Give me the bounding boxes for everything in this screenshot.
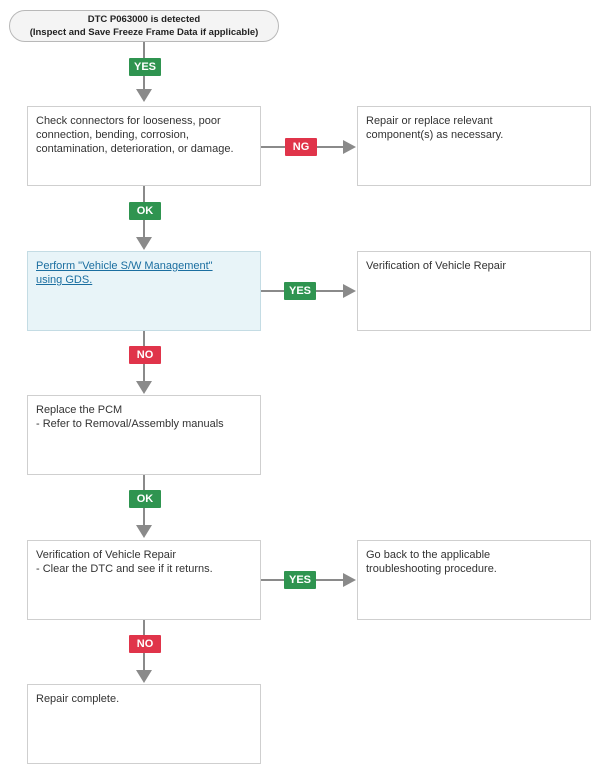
start-node — [9, 10, 279, 42]
check-connectors-line-3: contamination, deterioration, or damage. — [36, 143, 234, 155]
step-repair-complete — [27, 684, 261, 764]
ok-label-1: OK — [129, 202, 161, 220]
arrowhead-check-to-repair — [343, 140, 356, 154]
arrowhead-start-to-check — [136, 89, 152, 102]
check-connectors-line-1: Check connectors for looseness, poor — [36, 115, 221, 127]
arrowhead-sw-to-pcm — [136, 381, 152, 394]
arrowhead-verification-to-goback — [343, 573, 356, 587]
verification-1-line-1: Verification of Vehicle Repair — [366, 260, 507, 272]
start-subtitle: (Inspect and Save Freeze Frame Data if applicable) — [29, 27, 259, 38]
no-label-2: NO — [129, 635, 161, 653]
go-back-line-1: Go back to the applicable — [366, 549, 491, 561]
ok-label-2: OK — [129, 490, 161, 508]
verification-2-line-1: Verification of Vehicle Repair — [36, 549, 177, 561]
start-title: DTC P063000 is detected — [87, 14, 201, 25]
arrowhead-pcm-to-verification — [136, 525, 152, 538]
verification-2-line-2: - Clear the DTC and see if it returns. — [36, 563, 213, 575]
repair-replace-line-1: Repair or replace relevant — [366, 115, 493, 127]
arrowhead-check-to-sw — [136, 237, 152, 250]
repair-replace-line-2: component(s) as necessary. — [366, 129, 504, 141]
perform-sw-link-line-2[interactable]: using GDS. — [36, 274, 93, 286]
arrowhead-verification-to-complete — [136, 670, 152, 683]
arrowhead-sw-to-verification — [343, 284, 356, 298]
replace-pcm-line-1: Replace the PCM — [36, 404, 123, 416]
replace-pcm-line-2: - Refer to Removal/Assembly manuals — [36, 418, 224, 430]
step-repair-replace — [357, 106, 591, 186]
step-go-back — [357, 540, 591, 620]
step-verification-repair-2 — [27, 540, 261, 620]
ng-label-1: NG — [285, 138, 317, 156]
go-back-line-2: troubleshooting procedure. — [366, 563, 497, 575]
step-verification-repair-1 — [357, 251, 591, 331]
yes-label-3: YES — [284, 571, 316, 589]
step-replace-pcm — [27, 395, 261, 475]
step-check-connectors — [27, 106, 261, 186]
perform-sw-link-line-1[interactable]: Perform "Vehicle S/W Management" — [36, 260, 213, 272]
check-connectors-line-2: connection, bending, corrosion, — [36, 129, 189, 141]
repair-complete-line-1: Repair complete. — [36, 693, 120, 705]
yes-label-2: YES — [284, 282, 316, 300]
no-label-1: NO — [129, 346, 161, 364]
yes-label-1: YES — [129, 58, 161, 76]
step-perform-sw-management — [27, 251, 261, 331]
